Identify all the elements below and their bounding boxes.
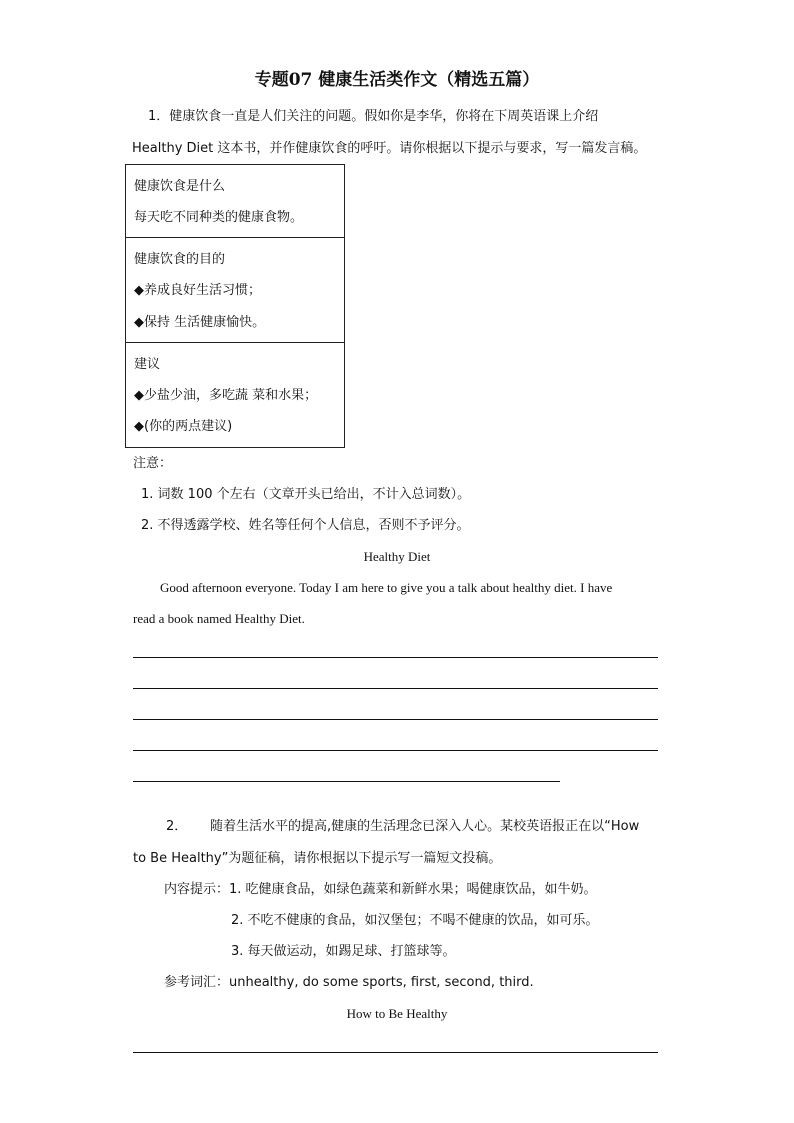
table-section-1-heading: 健康饮食是什么 xyxy=(134,179,226,194)
table-section-2-bullet-2: ◆保持 生活健康愉快。 xyxy=(134,315,266,330)
hint-table xyxy=(125,164,345,448)
content-hint-3: 3. 每天做运动，如踢足球、打篮球等。 xyxy=(231,944,456,959)
content-hint-2: 2. 不吃不健康的食品，如汉堡包；不喝不健康的饮品，如可乐。 xyxy=(231,913,599,928)
q1-prompt-line-2: Healthy Diet 这本书，并作健康饮食的呼吁。请你根据以下提示与要求，写一篇发言稿。 xyxy=(132,141,647,156)
note-label: 注意： xyxy=(133,456,173,471)
table-section-2-heading: 健康饮食的目的 xyxy=(134,252,226,267)
content-hint-1: 内容提示：1. 吃健康食品，如绿色蔬菜和新鲜水果；喝健康饮品，如牛奶。 xyxy=(164,882,597,897)
table-section-2-bullet-1: ◆养成良好生活习惯； xyxy=(134,283,261,298)
answer-line[interactable] xyxy=(133,688,658,689)
reference-vocabulary: 参考词汇：unhealthy, do some sports, first, second, third. xyxy=(164,975,534,990)
answer-line[interactable] xyxy=(133,657,658,658)
q2-prompt-line-1: 随着生活水平的提高,健康的生活理念已深入人心。某校英语报正在以“How xyxy=(210,819,640,834)
page-title: 专题07 健康生活类作文（精选五篇） xyxy=(254,70,540,90)
note-item-2: 2. 不得透露学校、姓名等任何个人信息，否则不予评分。 xyxy=(141,518,470,533)
table-section-3-bullet-1: ◆少盐少油，多吃蔬 菜和水果； xyxy=(134,388,318,403)
essay-1-opening-line-1: Good afternoon everyone. Today I am here to give you a talk about healthy diet. I have xyxy=(160,580,613,595)
table-section-1-body: 每天吃不同种类的健康食物。 xyxy=(134,210,304,225)
answer-line[interactable] xyxy=(133,750,658,751)
answer-line[interactable] xyxy=(133,1052,658,1053)
essay-2-title: How to Be Healthy xyxy=(346,1006,448,1021)
essay-1-opening-line-2: read a book named Healthy Diet. xyxy=(133,611,305,626)
answer-line[interactable] xyxy=(133,719,658,720)
note-item-1: 1. 词数 100 个左右（文章开头已给出，不计入总词数）。 xyxy=(141,487,471,502)
table-section-3-bullet-2: ◆(你的两点建议) xyxy=(134,419,233,434)
essay-1-title: Healthy Diet xyxy=(363,549,431,564)
table-divider xyxy=(126,237,344,238)
table-section-3-heading: 建议 xyxy=(134,357,161,372)
q1-prompt-line-1: 1．健康饮食一直是人们关注的问题。假如你是李华，你将在下周英语课上介绍 xyxy=(148,109,599,124)
answer-line[interactable] xyxy=(133,781,560,782)
q2-prompt-line-2: to Be Healthy”为题征稿，请你根据以下提示写一篇短文投稿。 xyxy=(133,851,502,866)
table-divider xyxy=(126,342,344,343)
q2-number: 2． xyxy=(166,819,188,834)
